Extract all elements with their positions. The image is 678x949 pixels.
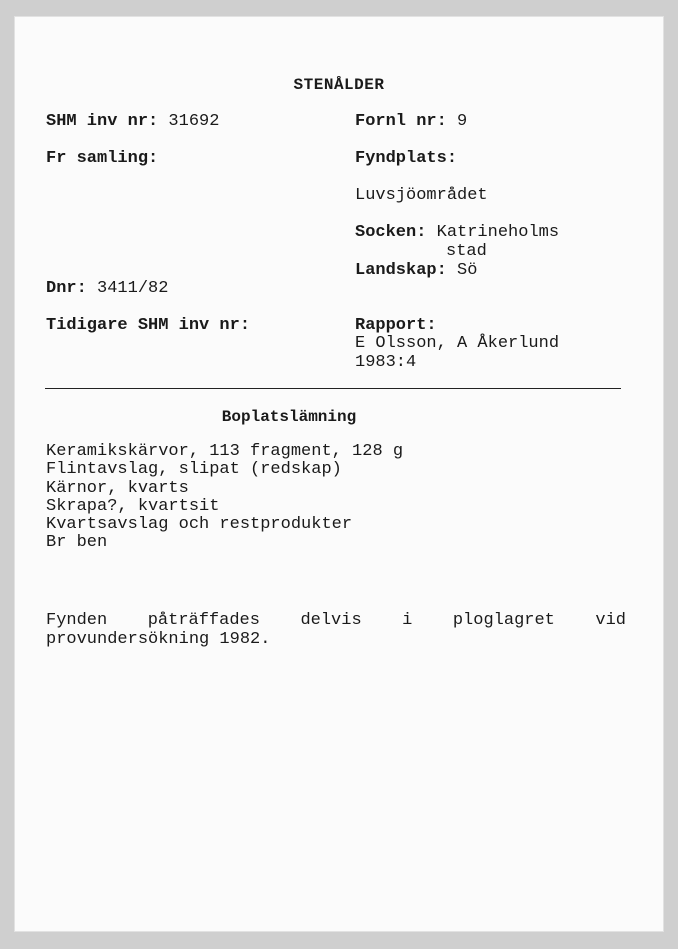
landskap-label: Landskap:	[355, 261, 447, 280]
fyndplats-label: Fyndplats:	[355, 149, 458, 168]
find-note-line1	[46, 611, 626, 630]
tidigare-shm-label: Tidigare SHM inv nr:	[46, 316, 251, 335]
list-item: Br ben	[46, 533, 108, 553]
note-word: Fynden	[46, 611, 108, 630]
note-word: vid	[595, 611, 626, 630]
find-note-line2: provundersökning 1982.	[46, 630, 271, 649]
dnr-label: Dnr:	[46, 279, 87, 298]
find-note	[46, 611, 626, 649]
socken-field	[355, 224, 559, 242]
section-heading: Boplatslämning	[221, 408, 357, 426]
socken-value-line1: Katrineholms	[436, 223, 560, 242]
shm-inv-field	[46, 113, 219, 131]
fornl-field	[355, 113, 467, 131]
note-word: i	[402, 611, 413, 630]
fornl-value: 9	[457, 112, 468, 131]
card-title: STENÅLDER	[293, 76, 385, 94]
list-item: Keramikskärvor, 113 fragment, 128 g	[46, 442, 404, 461]
list-item: Skrapa?, kvartsit	[46, 496, 220, 516]
shm-inv-value: 31692	[168, 112, 220, 131]
dnr-field	[46, 280, 168, 298]
note-word: delvis	[300, 611, 362, 630]
landskap-field	[355, 262, 477, 280]
list-item: Flintavslag, slipat (redskap)	[46, 460, 342, 480]
socken-value-line2: stad	[446, 242, 487, 261]
rapport-label: Rapport:	[355, 316, 437, 335]
dnr-value: 3411/82	[97, 279, 169, 298]
shm-inv-label: SHM inv nr:	[46, 112, 159, 131]
fyndplats-value: Luvsjöområdet	[355, 186, 488, 205]
landskap-value: Sö	[457, 261, 478, 280]
fornl-label: Fornl nr:	[355, 112, 447, 131]
fr-samling-label: Fr samling:	[46, 149, 159, 168]
find-list	[46, 443, 403, 553]
note-word: påträffades	[147, 611, 260, 630]
socken-label: Socken:	[355, 223, 427, 242]
note-word: ploglagret	[452, 611, 555, 630]
rapport-line1: E Olsson, A Åkerlund	[355, 334, 560, 353]
divider-line	[45, 388, 621, 389]
rapport-line2: 1983:4	[355, 353, 417, 372]
list-item: Kärnor, kvarts	[46, 478, 189, 498]
list-item: Kvartsavslag och restprodukter	[46, 515, 353, 535]
